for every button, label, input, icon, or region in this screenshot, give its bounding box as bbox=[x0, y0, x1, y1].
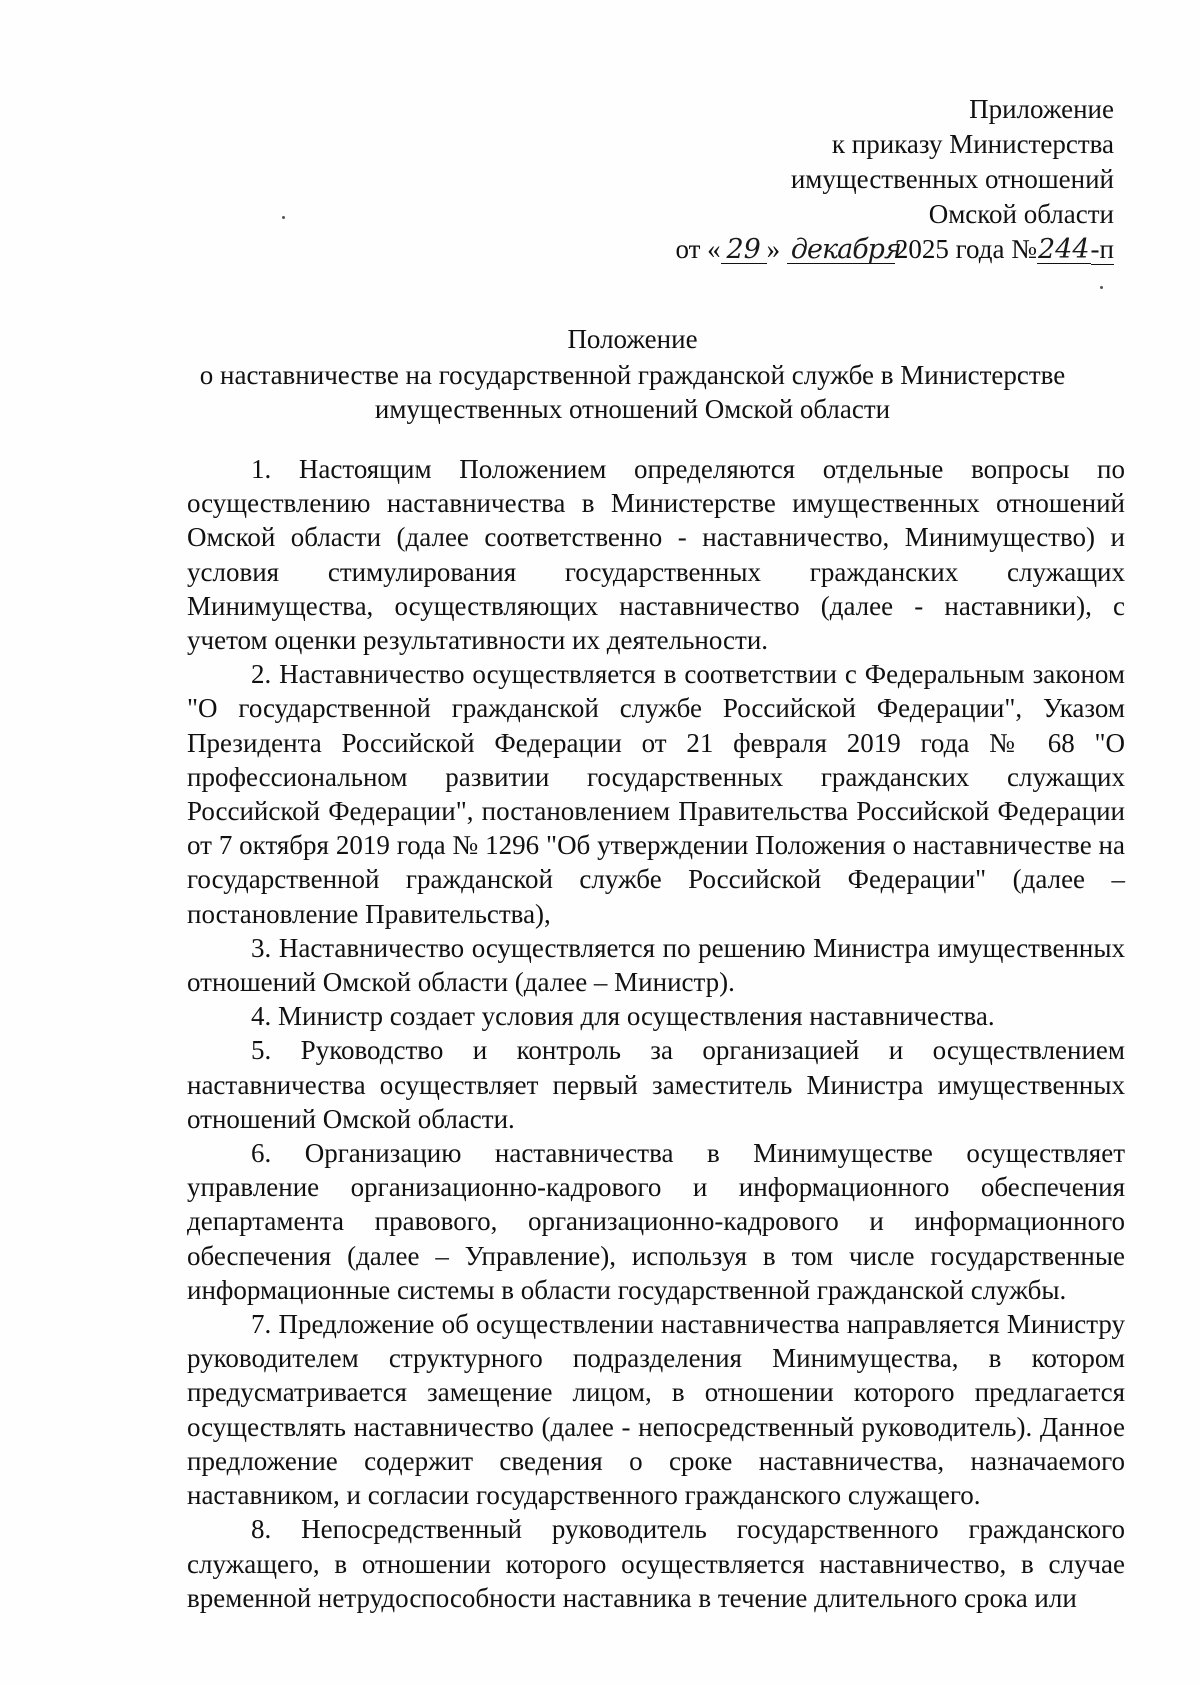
ministry-name: имущественных отношений bbox=[790, 164, 1114, 194]
document-title bbox=[175, 322, 1090, 426]
paragraph-6: 6. Организацию наставничества в Минимуществе осуществляет управление организационно-кадрового и информационного обеспечения департамента правового, организационно-кадрового и информационного обеспечения (далее – Управление), используя в том числе государственные информационные системы в области государственной гражданской службы. bbox=[187, 1138, 1125, 1305]
date-prefix: от « bbox=[675, 234, 721, 264]
paragraph-5: 5. Руководство и контроль за организацией и осуществлением наставничества осуществляет первый заместитель Министра имущественных отношений Омской области. bbox=[187, 1035, 1125, 1134]
date-mid: » bbox=[766, 234, 781, 264]
appendix-label: Приложение bbox=[969, 94, 1114, 124]
appendix-header bbox=[675, 92, 1114, 267]
document-body bbox=[187, 452, 1125, 1615]
scan-speck bbox=[282, 216, 285, 219]
handwritten-order-number: 244 bbox=[1038, 234, 1090, 265]
handwritten-month: декабря bbox=[787, 237, 895, 264]
order-number-suffix: -п bbox=[1090, 234, 1114, 264]
paragraph-4: 4. Министр создает условия для осуществления наставничества. bbox=[251, 1001, 995, 1032]
paragraph-2: 2. Наставничество осуществляется в соответствии с Федеральным законом "О государственной гражданской службе Российской Федерации", Указом Президента Российской Федерации от 21 февраля 2019 года № 68 "О профессиональном развитии государственных гражданских служащих Российской Федерации", постановлением Правительства Российской Федерации от 7 октября 2019 года № 1296 "Об утверждении Положения о наставничестве на государственной гражданской службе Российской Федерации" (далее – постановление Правительства), bbox=[187, 659, 1125, 929]
title-heading: Положение bbox=[567, 324, 698, 354]
paragraph-7: 7. Предложение об осуществлении наставничества направляется Министру руководителем структурного подразделения Минимущества, в котором предусматривается замещение лицом, в отношении которого предлагается осуществлять наставничество (далее - непосредственный руководитель). Данное предложение содержит сведения о сроке наставничества, назначаемого наставником, и согласии государственного гражданского служащего. bbox=[187, 1309, 1125, 1511]
paragraph-3: 3. Наставничество осуществляется по решению Министра имущественных отношений Омской области (далее – Министр). bbox=[187, 932, 1125, 998]
order-date-line bbox=[675, 232, 1114, 267]
year-text: 2025 года № bbox=[894, 234, 1037, 264]
region-name: Омской области bbox=[928, 199, 1114, 229]
order-reference: к приказу Министерства bbox=[831, 129, 1114, 159]
paragraph-8: 8. Непосредственный руководитель государственного гражданского служащего, в отношении которого осуществляется наставничество, в случае временной нетрудоспособности наставника в течение длительного срока или bbox=[187, 1514, 1125, 1613]
scan-speck bbox=[1100, 286, 1103, 289]
title-subject: о наставничестве на государственной гражданской службе в Министерстве имущественных отношений Омской области bbox=[199, 360, 1066, 424]
paragraph-1: 1. Настоящим Положением определяются отдельные вопросы по осуществлению наставничества в Министерстве имущественных отношений Омской области (далее соответственно - наставничество, Минимущество) и условия стимулирования государственных гражданских служащих Минимущества, осуществляющих наставничество (далее - наставники), с учетом оценки результативности их деятельности. bbox=[187, 454, 1125, 656]
handwritten-day: 29 bbox=[721, 237, 767, 264]
